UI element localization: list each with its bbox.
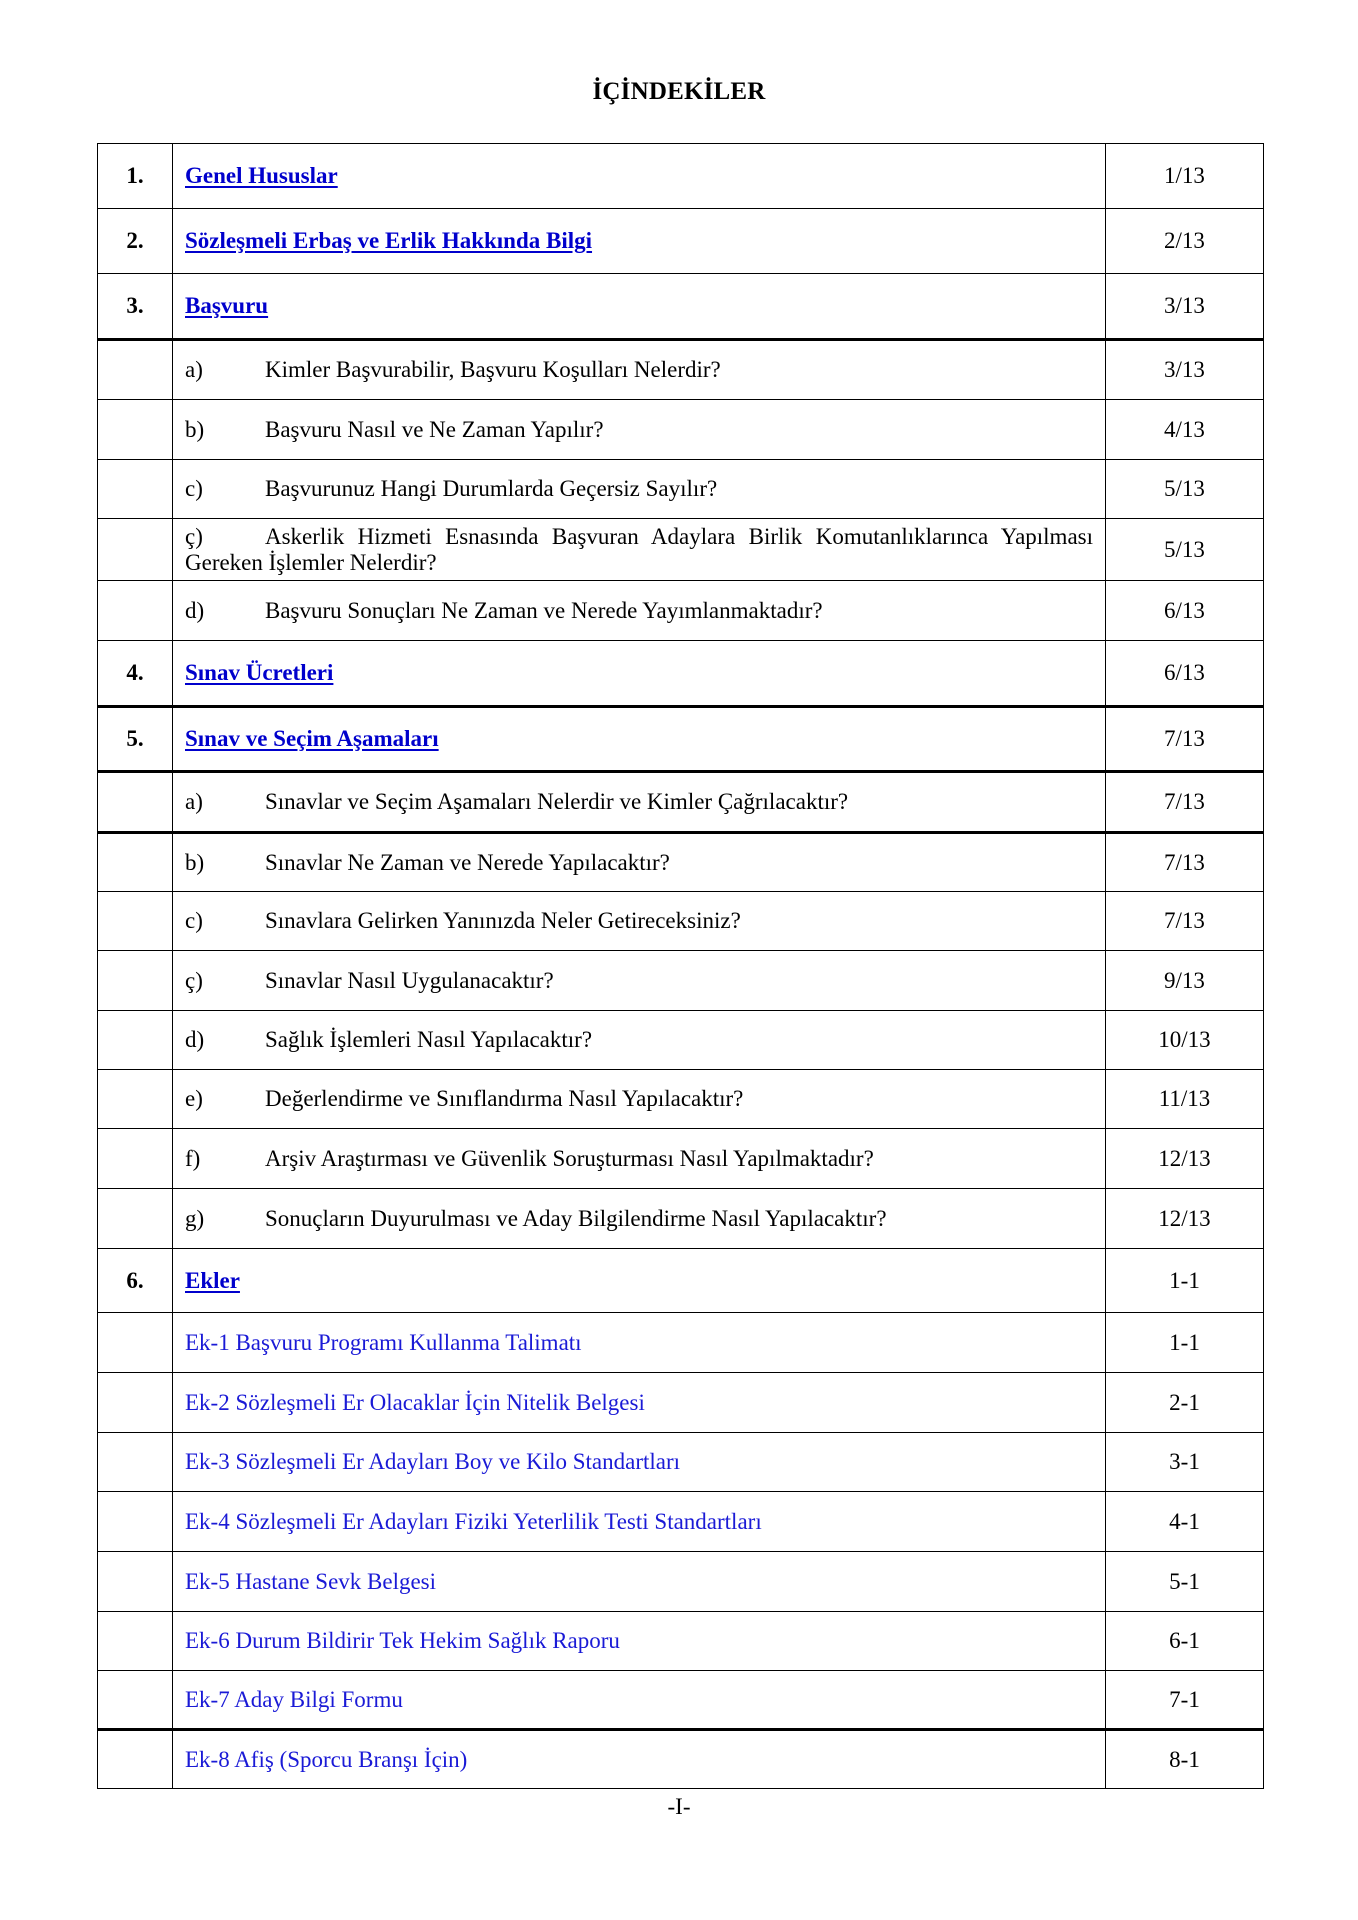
entry-title-cell [173, 1129, 1106, 1189]
subsection-label: g) [185, 1205, 205, 1231]
annex-link[interactable]: Ek-1 Başvuru Programı Kullanma Talimatı [185, 1329, 582, 1355]
annex-link[interactable]: Ek-5 Hastane Sevk Belgesi [185, 1568, 437, 1594]
toc-subsection-row [98, 833, 1264, 892]
page-reference: 12/13 [1106, 1129, 1264, 1189]
section-number [98, 340, 173, 400]
toc-section-row [98, 274, 1264, 340]
page-reference: 8-1 [1106, 1730, 1264, 1789]
entry-title-cell [173, 400, 1106, 460]
section-number [98, 833, 173, 892]
section-number [98, 1552, 173, 1612]
toc-annex-row [98, 1552, 1264, 1612]
subsection-title: Askerlik Hizmeti Esnasında Başvuran Adaylara Birlik Komutanlıklarınca Yapılması Gereken İşlemler Nelerdir? [185, 523, 1093, 575]
entry-title-cell [173, 1730, 1106, 1789]
entry-title-cell [173, 1373, 1106, 1433]
section-number: 1. [98, 144, 173, 209]
page-reference: 10/13 [1106, 1011, 1264, 1070]
section-number [98, 1129, 173, 1189]
subsection-label: b) [185, 416, 205, 442]
annex-link[interactable]: Ek-2 Sözleşmeli Er Olacaklar İçin Nitelik Belgesi [185, 1389, 645, 1415]
toc-subsection-row [98, 951, 1264, 1011]
section-number: 5. [98, 707, 173, 772]
section-link[interactable]: Başvuru [185, 293, 269, 318]
page-title: İÇİNDEKİLER [592, 78, 766, 105]
section-number [98, 1433, 173, 1492]
subsection-title: Sınavlar Ne Zaman ve Nerede Yapılacaktır? [265, 849, 670, 875]
page-reference: 5/13 [1106, 519, 1264, 581]
section-link[interactable]: Sözleşmeli Erbaş ve Erlik Hakkında Bilgi [185, 228, 593, 253]
entry-title-cell [173, 1249, 1106, 1313]
section-link[interactable]: Genel Hususlar [185, 163, 338, 188]
page-reference: 7-1 [1106, 1671, 1264, 1730]
entry-title-cell [173, 1612, 1106, 1671]
subsection-label: e) [185, 1086, 203, 1111]
toc-annex-row [98, 1313, 1264, 1373]
annex-link[interactable]: Ek-6 Durum Bildirir Tek Hekim Sağlık Raporu [185, 1628, 620, 1653]
page-reference: 1-1 [1106, 1313, 1264, 1373]
subsection-label: ç) [185, 523, 203, 549]
page-reference: 1/13 [1106, 144, 1264, 209]
entry-title-cell [173, 892, 1106, 951]
subsection-title: Başvuru Sonuçları Ne Zaman ve Nerede Yayımlanmaktadır? [265, 597, 823, 623]
subsection-label: b) [185, 849, 205, 875]
subsection-title: Başvurunuz Hangi Durumlarda Geçersiz Sayılır? [265, 476, 718, 501]
section-number [98, 1373, 173, 1433]
entry-title-cell [173, 144, 1106, 209]
toc-annex-row [98, 1671, 1264, 1730]
subsection-label: a) [185, 789, 203, 814]
section-number [98, 1612, 173, 1671]
entry-title-cell [173, 833, 1106, 892]
page-reference: 11/13 [1106, 1070, 1264, 1129]
page-reference: 4-1 [1106, 1492, 1264, 1552]
annex-link[interactable]: Ek-3 Sözleşmeli Er Adayları Boy ve Kilo Standartları [185, 1449, 681, 1474]
subsection-title: Sınavlara Gelirken Yanınızda Neler Getireceksiniz? [265, 908, 741, 933]
entry-title-cell [173, 519, 1106, 581]
section-number [98, 951, 173, 1011]
entry-title-cell [173, 1671, 1106, 1730]
section-link[interactable]: Ekler [185, 1267, 240, 1293]
subsection-title: Sınavlar Nasıl Uygulanacaktır? [265, 967, 554, 993]
section-number [98, 460, 173, 519]
toc-section-row [98, 144, 1264, 209]
page-reference: 7/13 [1106, 833, 1264, 892]
subsection-label: d) [185, 1027, 205, 1052]
section-number: 4. [98, 641, 173, 707]
page-reference: 6-1 [1106, 1612, 1264, 1671]
entry-title-cell [173, 707, 1106, 772]
table-of-contents [97, 143, 1264, 1789]
subsection-label: a) [185, 357, 203, 382]
page-reference: 1-1 [1106, 1249, 1264, 1313]
subsection-label: c) [185, 908, 203, 933]
subsection-title: Sonuçların Duyurulması ve Aday Bilgilendirme Nasıl Yapılacaktır? [265, 1205, 887, 1231]
toc-subsection-row [98, 892, 1264, 951]
subsection-label: f) [185, 1145, 201, 1171]
toc-section-row [98, 209, 1264, 274]
toc-subsection-row [98, 400, 1264, 460]
page-reference: 5/13 [1106, 460, 1264, 519]
subsection-title: Sınavlar ve Seçim Aşamaları Nelerdir ve Kimler Çağrılacaktır? [265, 789, 849, 814]
page-reference: 7/13 [1106, 707, 1264, 772]
subsection-label: c) [185, 476, 203, 501]
entry-title-cell [173, 460, 1106, 519]
toc-subsection-row [98, 1129, 1264, 1189]
entry-title-cell [173, 274, 1106, 340]
section-number [98, 1492, 173, 1552]
entry-title-cell [173, 340, 1106, 400]
page-reference: 6/13 [1106, 581, 1264, 641]
section-number [98, 1671, 173, 1730]
page-reference: 7/13 [1106, 772, 1264, 833]
toc-subsection-row [98, 1189, 1264, 1249]
subsection-title: Arşiv Araştırması ve Güvenlik Soruşturması Nasıl Yapılmaktadır? [265, 1145, 874, 1171]
subsection-title: Sağlık İşlemleri Nasıl Yapılacaktır? [265, 1027, 593, 1052]
section-number [98, 892, 173, 951]
annex-link[interactable]: Ek-4 Sözleşmeli Er Adayları Fiziki Yeterlilik Testi Standartları [185, 1508, 762, 1534]
section-number: 6. [98, 1249, 173, 1313]
toc-section-row [98, 1249, 1264, 1313]
toc-annex-row [98, 1612, 1264, 1671]
section-number [98, 1189, 173, 1249]
entry-title-cell [173, 951, 1106, 1011]
entry-title-cell [173, 1189, 1106, 1249]
toc-subsection-row [98, 1070, 1264, 1129]
entry-title-cell [173, 1313, 1106, 1373]
section-number [98, 1070, 173, 1129]
page-reference: 3/13 [1106, 340, 1264, 400]
subsection-title: Başvuru Nasıl ve Ne Zaman Yapılır? [265, 416, 604, 442]
entry-title-cell [173, 209, 1106, 274]
section-number: 3. [98, 274, 173, 340]
toc-subsection-row [98, 772, 1264, 833]
toc-body [98, 144, 1264, 1789]
toc-subsection-row [98, 340, 1264, 400]
page-reference: 3-1 [1106, 1433, 1264, 1492]
toc-section-row [98, 707, 1264, 772]
annex-link[interactable]: Ek-7 Aday Bilgi Formu [185, 1686, 403, 1712]
toc-subsection-row [98, 460, 1264, 519]
toc-annex-row [98, 1373, 1264, 1433]
entry-title-cell [173, 581, 1106, 641]
entry-title-cell [173, 641, 1106, 707]
entry-title-cell [173, 1552, 1106, 1612]
section-link[interactable]: Sınav ve Seçim Aşamaları [185, 726, 439, 751]
subsection-label: d) [185, 597, 205, 623]
toc-annex-row [98, 1492, 1264, 1552]
page-reference: 12/13 [1106, 1189, 1264, 1249]
subsection-title: Kimler Başvurabilir, Başvuru Koşulları Nelerdir? [265, 357, 721, 382]
toc-subsection-row [98, 519, 1264, 581]
entry-title-cell [173, 1433, 1106, 1492]
subsection-title: Değerlendirme ve Sınıflandırma Nasıl Yapılacaktır? [265, 1086, 744, 1111]
toc-annex-row [98, 1730, 1264, 1789]
entry-title-cell [173, 772, 1106, 833]
page-reference: 2-1 [1106, 1373, 1264, 1433]
entry-title-cell [173, 1492, 1106, 1552]
page-number: -I- [667, 1794, 691, 1819]
section-number [98, 1313, 173, 1373]
section-link[interactable]: Sınav Ücretleri [185, 660, 334, 685]
page-reference: 3/13 [1106, 274, 1264, 340]
section-number [98, 519, 173, 581]
page-reference: 6/13 [1106, 641, 1264, 707]
page-reference: 9/13 [1106, 951, 1264, 1011]
section-number [98, 400, 173, 460]
subsection-label: ç) [185, 967, 203, 993]
section-number [98, 581, 173, 641]
page-reference: 7/13 [1106, 892, 1264, 951]
page-reference: 5-1 [1106, 1552, 1264, 1612]
toc-annex-row [98, 1433, 1264, 1492]
page-reference: 2/13 [1106, 209, 1264, 274]
toc-subsection-row [98, 1011, 1264, 1070]
page-reference: 4/13 [1106, 400, 1264, 460]
toc-subsection-row [98, 581, 1264, 641]
entry-title-cell [173, 1070, 1106, 1129]
section-number [98, 772, 173, 833]
entry-title-cell [173, 1011, 1106, 1070]
toc-section-row [98, 641, 1264, 707]
section-number [98, 1730, 173, 1789]
section-number [98, 1011, 173, 1070]
annex-link[interactable]: Ek-8 Afiş (Sporcu Branşı İçin) [185, 1746, 468, 1772]
section-number: 2. [98, 209, 173, 274]
